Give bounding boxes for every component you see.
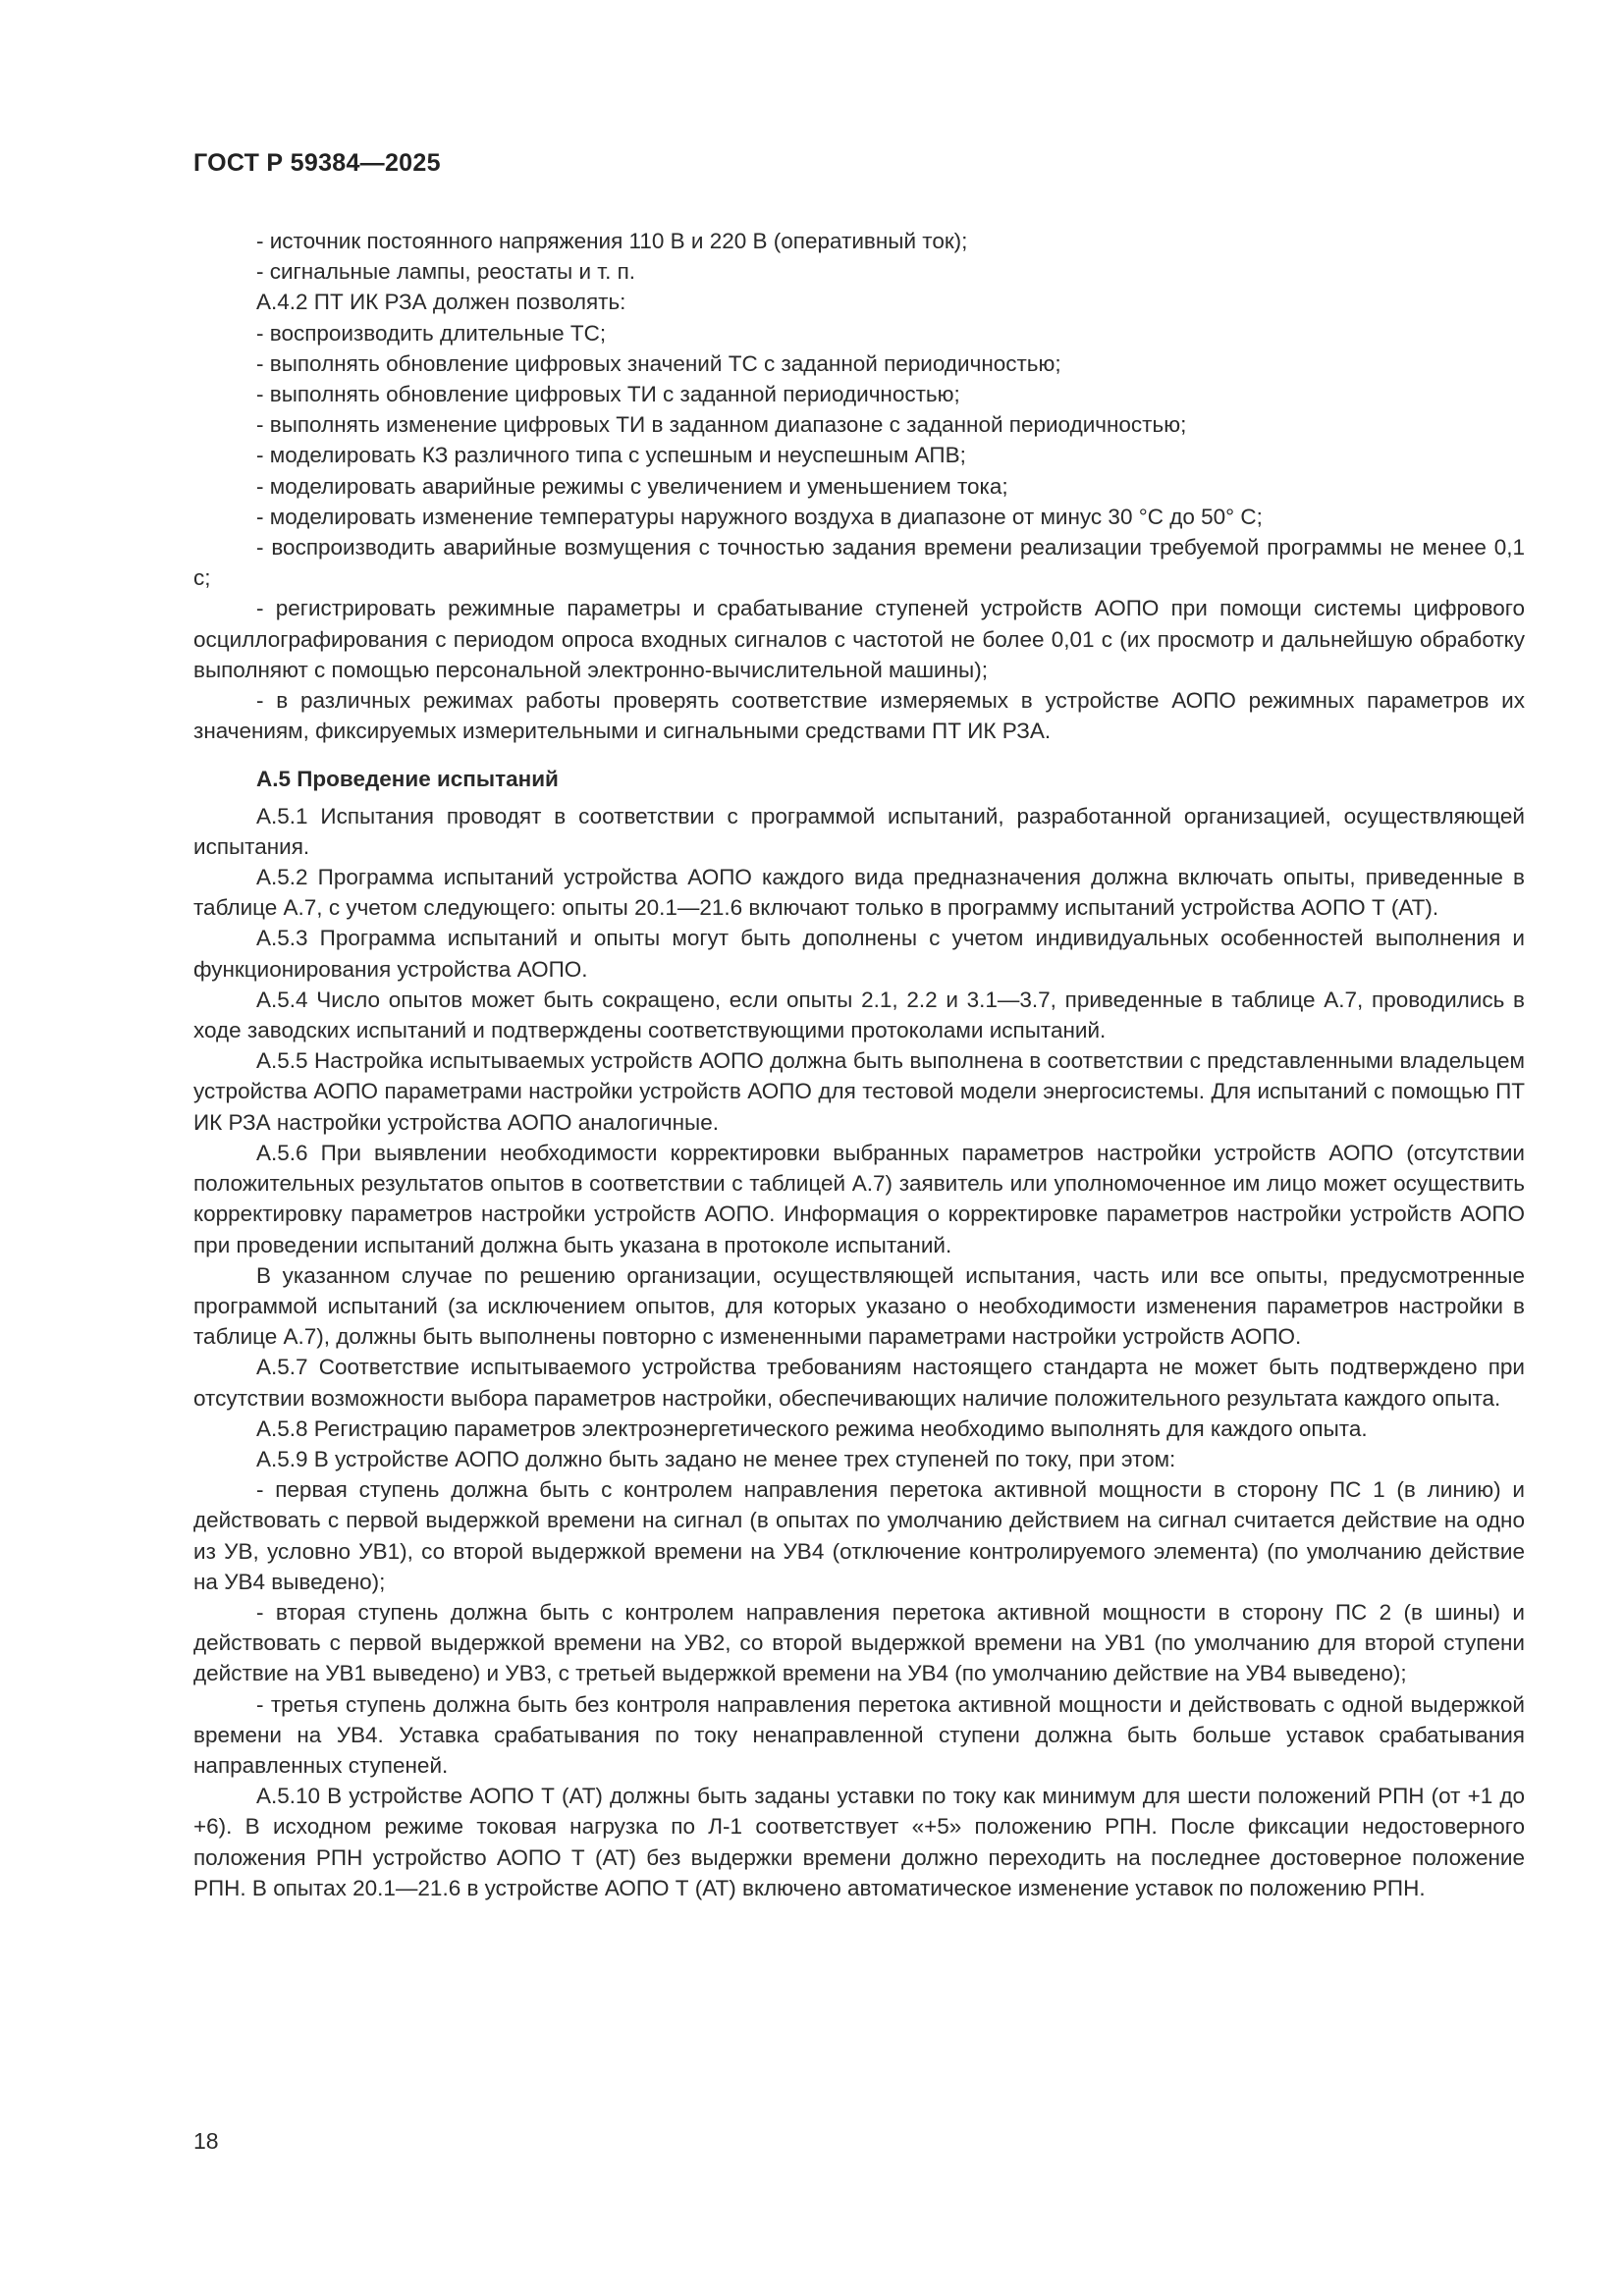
list-item: - воспроизводить длительные ТС; — [256, 320, 607, 346]
list-item: - выполнять обновление цифровых значений ТС с заданной периодичностью; — [256, 350, 1061, 376]
clause-a53: А.5.3 Программа испытаний и опыты могут быть дополнены с учетом индивидуальных особенностей выполнения и функционирования устройства АОПО. — [193, 926, 1525, 982]
document-body — [193, 226, 1525, 1903]
clause-a58: А.5.8 Регистрацию параметров электроэнергетического режима необходимо выполнять для каждого опыта. — [256, 1415, 1368, 1441]
clause-a42-intro: А.4.2 ПТ ИК РЗА должен позволять: — [256, 290, 626, 315]
clause-a59-stage-2: - вторая ступень должна быть с контролем направления перетока активной мощности в сторону ПС 2 (в шины) и действовать с первой выдержкой времени на УВ2, со второй выдержкой времени на УВ1 (по умолчанию для второй ступени действие на УВ1 выведено) и УВ3, с третьей выдержкой времени на УВ4 (по умолчанию действие на УВ4 выведено); — [193, 1599, 1525, 1686]
list-item: - выполнять обновление цифровых ТИ с заданной периодичностью; — [256, 382, 960, 407]
section-heading-a5: А.5 Проведение испытаний — [256, 767, 559, 792]
clause-a52: А.5.2 Программа испытаний устройства АОПО каждого вида предназначения должна включать опыты, приведенные в таблице А.7, с учетом следующего: опыты 20.1—21.6 включают только в программу испытаний устройства АОПО Т (АТ). — [193, 865, 1525, 921]
clause-a55: А.5.5 Настройка испытываемых устройств АОПО должна быть выполнена в соответствии с представленными владельцем устройства АОПО параметрами настройки устройств АОПО для тестовой модели энергосистемы. Для испытаний с помощью ПТ ИК РЗА настройки устройства АОПО аналогичные. — [193, 1048, 1525, 1135]
clause-a510: А.5.10 В устройстве АОПО Т (АТ) должны быть заданы уставки по току как минимум для шести положений РПН (от +1 до +6). В исходном режиме токовая нагрузка по Л-1 соответствует «+5» положению РПН. После фиксации недостоверного положения РПН устройство АОПО Т (АТ) без выдержки времени должно переходить на последнее достоверное положение РПН. В опытах 20.1—21.6 в устройстве АОПО Т (АТ) включено автоматическое изменение уставок по положению РПН. — [193, 1784, 1525, 1900]
list-item: - регистрировать режимные параметры и срабатывание ступеней устройств АОПО при помощи системы цифрового осциллографирования с периодом опроса входных сигналов с частотой не более 0,01 с (их просмотр и дальнейшую обработку выполняют с помощью персональной электронно-вычислительной машины); — [193, 596, 1525, 682]
list-item: - выполнять изменение цифровых ТИ в заданном диапазоне с заданной периодичностью; — [256, 412, 1187, 438]
list-item: - в различных режимах работы проверять соответствие измеряемых в устройстве АОПО режимных параметров их значениям, фиксируемых измерительными и сигнальными средствами ПТ ИК РЗА. — [193, 688, 1525, 744]
clause-a51: А.5.1 Испытания проводят в соответствии с программой испытаний, разработанной организацией, осуществляющей испытания. — [193, 803, 1525, 859]
list-item: - моделировать аварийные режимы с увеличением и уменьшением тока; — [256, 473, 1008, 499]
clause-a54: А.5.4 Число опытов может быть сокращено, если опыты 2.1, 2.2 и 3.1—3.7, приведенные в таблице А.7, проводились в ходе заводских испытаний и подтверждены соответствующими протоколами испытаний. — [193, 987, 1525, 1043]
page-number: 18 — [193, 2128, 219, 2154]
document-header: ГОСТ Р 59384—2025 — [193, 149, 441, 177]
clause-a59-stage-1: - первая ступень должна быть с контролем направления перетока активной мощности в сторону ПС 1 (в линию) и действовать с первой выдержкой времени на сигнал (в опытах по умолчанию действием на сигнал считается действие на одно из УВ, условно УВ1), со второй выдержкой времени на УВ4 (отключение контролируемого элемента) (по умолчанию действие на УВ4 выведено); — [193, 1477, 1525, 1594]
list-item: - моделировать КЗ различного типа с успешным и неуспешным АПВ; — [256, 443, 966, 468]
list-item: - источник постоянного напряжения 110 В и 220 В (оперативный ток); — [256, 229, 968, 253]
clause-a59: А.5.9 В устройстве АОПО должно быть задано не менее трех ступеней по току, при этом: — [256, 1446, 1176, 1471]
clause-a59-stage-3: - третья ступень должна быть без контроля направления перетока активной мощности и действовать с одной выдержкой времени на УВ4. Уставка срабатывания по току ненаправленной ступени должна быть больше уставок срабатывания направленных ступеней. — [193, 1691, 1525, 1778]
list-item: - сигнальные лампы, реостаты и т. п. — [256, 259, 636, 285]
list-item: - воспроизводить аварийные возмущения с точностью задания времени реализации требуемой программы не менее 0,1 с; — [193, 535, 1525, 591]
clause-a56: А.5.6 При выявлении необходимости корректировки выбранных параметров настройки устройств АОПО (отсутствии положительных результатов опытов в соответствии с таблицей А.7) заявитель или уполномоченное им лицо может осуществить корректировку параметров настройки устройств АОПО. Информация о корректировке параметров настройки устройств АОПО при проведении испытаний должна быть указана в протоколе испытаний. — [193, 1140, 1525, 1257]
list-item: - моделировать изменение температуры наружного воздуха в диапазоне от минус 30 °С до 50° С; — [256, 504, 1263, 529]
clause-a57: А.5.7 Соответствие испытываемого устройства требованиям настоящего стандарта не может быть подтверждено при отсутствии возможности выбора параметров настройки, обеспечивающих наличие положительного результата каждого опыта. — [193, 1355, 1525, 1411]
clause-a56-continued: В указанном случае по решению организации, осуществляющей испытания, часть или все опыты, предусмотренные программой испытаний (за исключением опытов, для которых указано о необходимости изменения параметров настройки в таблице А.7), должны быть выполнены повторно с измененными параметрами настройки устройств АОПО. — [193, 1262, 1525, 1350]
